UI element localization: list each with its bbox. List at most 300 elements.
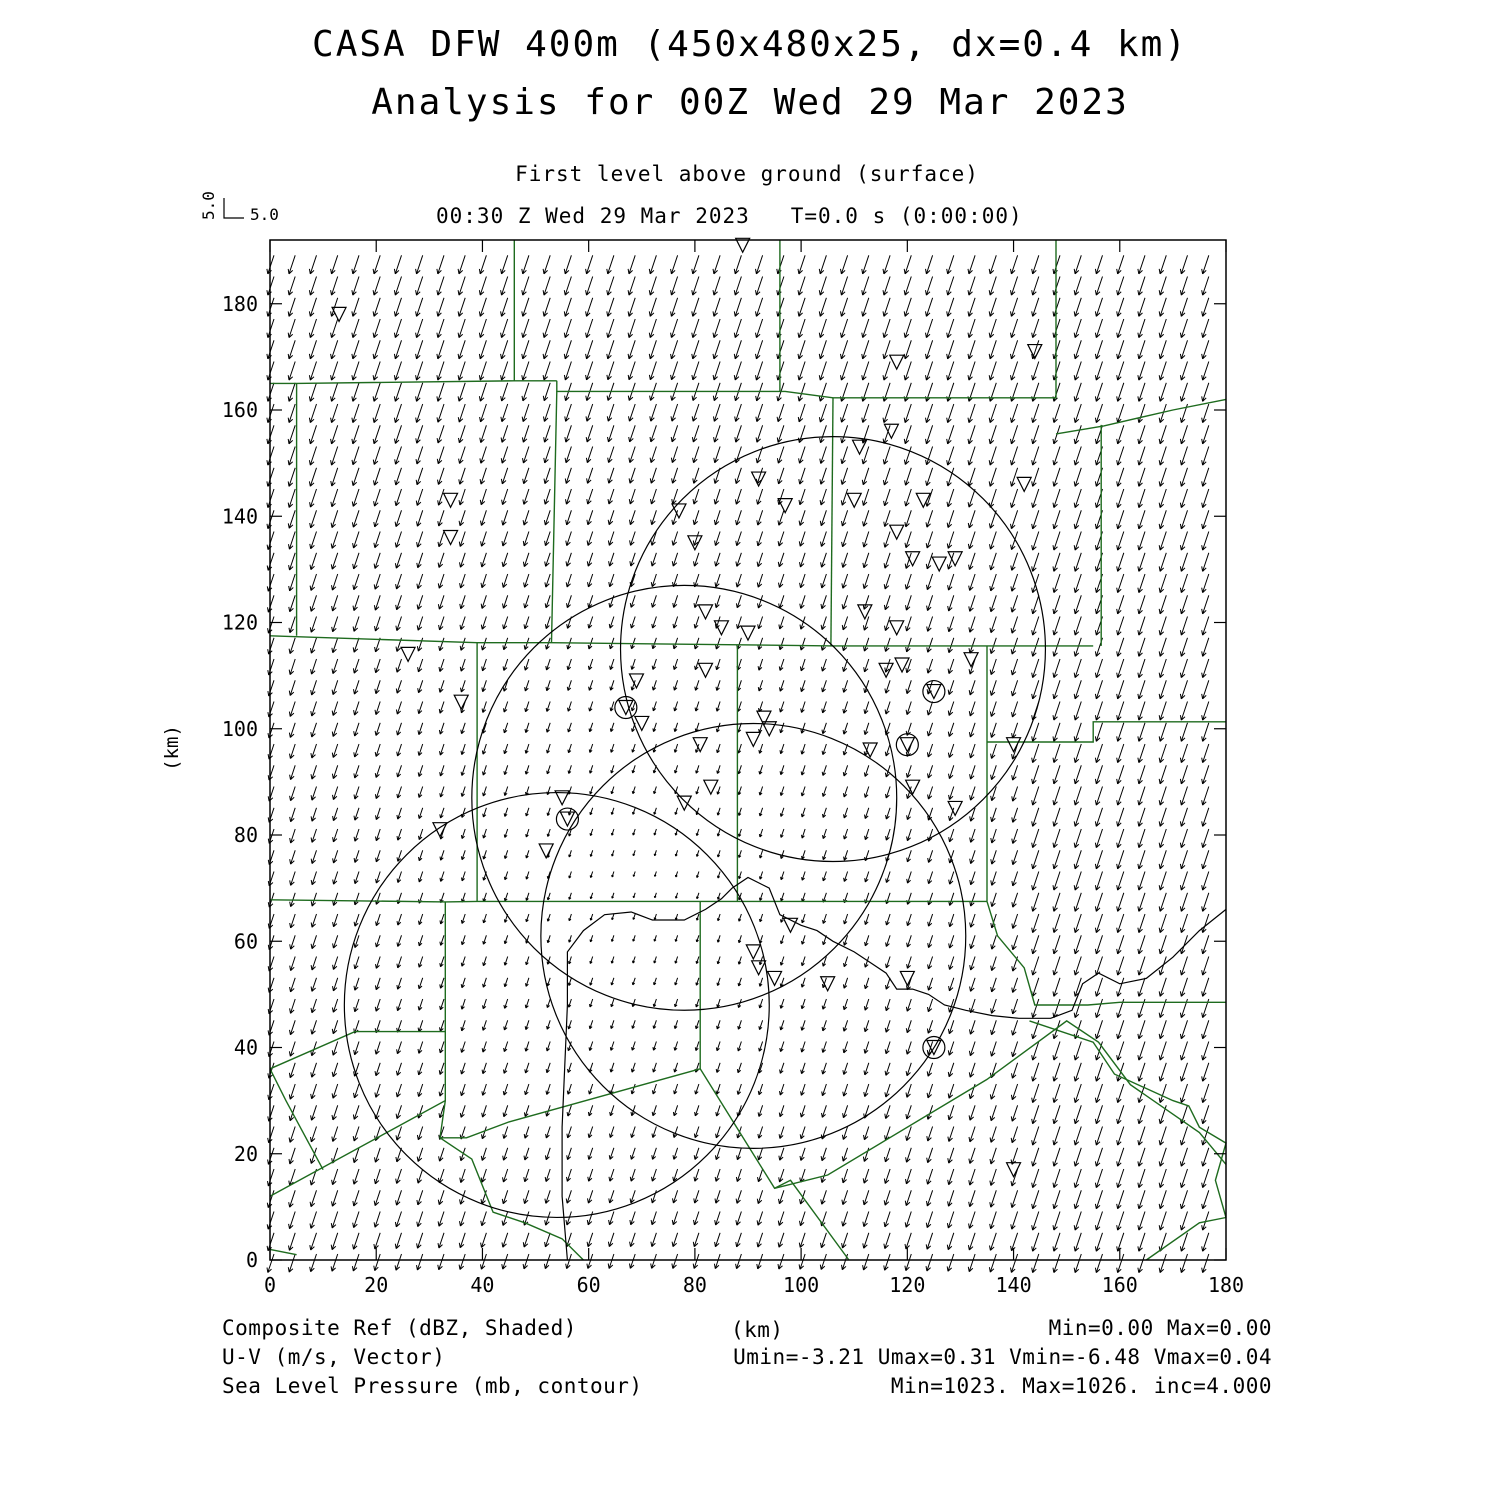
wind-vector: [503, 1105, 508, 1117]
wind-vector: [418, 723, 423, 735]
wind-vector: [693, 1233, 699, 1247]
station-marker: [890, 525, 904, 539]
wind-vector: [395, 1233, 401, 1249]
wind-vector: [885, 617, 891, 631]
wind-vector: [695, 702, 699, 712]
wind-vector: [373, 277, 380, 296]
wind-vector: [1180, 340, 1187, 359]
wind-vector: [504, 1020, 508, 1030]
wind-vector: [990, 1169, 996, 1186]
wind-vector: [713, 277, 720, 296]
wind-vector: [332, 744, 337, 758]
wind-vector: [546, 1042, 550, 1052]
wind-vector: [821, 574, 827, 588]
wind-vector: [738, 829, 741, 837]
wind-vector: [1180, 680, 1187, 699]
wind-vector: [1117, 1105, 1124, 1124]
x-tick-label: 60: [576, 1273, 601, 1297]
wind-vector: [288, 255, 295, 274]
station-marker: [890, 355, 904, 369]
wind-vector: [651, 1190, 656, 1203]
wind-vector: [693, 468, 699, 484]
wind-vector: [906, 1020, 911, 1033]
wind-vector: [1180, 1084, 1187, 1103]
wind-vector: [288, 489, 295, 508]
x-tick-label: 120: [889, 1273, 926, 1297]
wind-vector: [842, 638, 847, 651]
wind-vector: [1053, 787, 1060, 806]
wind-vector: [778, 532, 784, 547]
wind-vector: [460, 638, 465, 651]
wind-vector: [417, 1190, 423, 1205]
wind-vector: [332, 1020, 337, 1034]
wind-vector: [396, 659, 401, 672]
wind-vector: [673, 659, 677, 670]
wind-vector: [439, 680, 444, 692]
wind-vector: [970, 893, 975, 906]
wind-vector: [395, 532, 401, 548]
wind-vector: [1138, 1063, 1145, 1082]
wind-vector: [991, 957, 997, 971]
wind-vector: [649, 298, 656, 317]
wind-vector: [674, 744, 677, 752]
wind-vector: [991, 872, 997, 886]
wind-vector: [695, 659, 699, 670]
wind-vector: [821, 1212, 827, 1227]
wind-vector: [1180, 362, 1187, 381]
wind-vector: [1117, 362, 1124, 381]
wind-vector: [352, 383, 359, 402]
wind-vector: [800, 553, 806, 567]
wind-vector: [546, 702, 550, 712]
wind-vector: [590, 999, 593, 1007]
wind-vector: [504, 1063, 508, 1074]
wind-vector: [970, 872, 975, 885]
station-marker: [672, 504, 686, 518]
wind-vector: [544, 510, 550, 525]
wind-vector: [1180, 1042, 1187, 1061]
wind-vector: [630, 1169, 635, 1181]
wind-vector: [1180, 383, 1187, 402]
wind-vector: [1095, 1233, 1102, 1252]
wind-vector: [1032, 787, 1039, 806]
wind-vector: [1053, 723, 1060, 742]
wind-vector: [373, 404, 380, 423]
wind-vector: [1117, 298, 1124, 317]
wind-vector: [586, 319, 593, 338]
wind-vector: [352, 1254, 359, 1271]
wind-vector: [885, 1042, 890, 1054]
legend-wind: U-V (m/s, Vector): [222, 1345, 446, 1369]
wind-vector: [756, 404, 763, 422]
wind-vector: [1095, 723, 1102, 742]
county-line: [987, 722, 1226, 742]
wind-vector: [716, 723, 720, 732]
wind-vector: [756, 468, 762, 484]
wind-vector: [545, 1212, 551, 1226]
wind-vector: [927, 723, 932, 736]
wind-vector: [628, 277, 635, 296]
wind-vector: [758, 659, 763, 670]
wind-vector: [970, 744, 976, 758]
wind-vector: [1095, 935, 1102, 954]
wind-vector: [713, 362, 720, 381]
wind-vector: [587, 1233, 593, 1247]
wind-vector: [695, 680, 699, 690]
wind-vector: [862, 468, 869, 485]
wind-vector: [1032, 1190, 1039, 1209]
wind-vector: [526, 808, 529, 816]
wind-vector: [989, 489, 996, 508]
wind-vector: [864, 1127, 869, 1140]
wind-vector: [819, 404, 826, 422]
wind-vector: [480, 425, 487, 442]
wind-vector: [969, 1063, 975, 1078]
wind-vector: [717, 765, 720, 773]
wind-vector: [651, 1212, 656, 1225]
wind-vector: [738, 978, 741, 986]
wind-vector: [460, 659, 465, 671]
wind-vector: [396, 1169, 402, 1184]
wind-vector: [716, 1042, 720, 1051]
wind-vector: [543, 340, 550, 359]
wind-vector: [1011, 383, 1018, 402]
wind-vector: [1138, 872, 1145, 891]
wind-vector: [1095, 404, 1102, 423]
wind-vector: [906, 1063, 911, 1076]
county-line: [440, 901, 700, 1137]
wind-vector: [801, 723, 805, 734]
wind-vector: [419, 935, 423, 946]
wind-vector: [373, 255, 380, 274]
pressure-range: Min=1023. Max=1026. inc=4.000: [890, 1374, 1272, 1398]
wind-vector: [841, 277, 848, 296]
wind-vector: [354, 702, 359, 716]
wind-vector: [1032, 659, 1039, 678]
wind-vector: [758, 617, 763, 629]
wind-vector: [653, 1020, 656, 1028]
wind-vector: [781, 872, 784, 880]
wind-vector: [290, 935, 296, 949]
wind-vector: [906, 1084, 911, 1097]
wind-vector: [501, 362, 508, 381]
wind-vector: [353, 617, 359, 632]
wind-vector: [715, 595, 720, 607]
wind-vector: [1180, 787, 1187, 806]
wind-vector: [568, 702, 572, 712]
wind-vector: [1159, 914, 1166, 933]
wind-vector: [674, 680, 678, 690]
wind-vector: [416, 277, 423, 296]
wind-vector: [758, 1148, 763, 1160]
wind-vector: [546, 1084, 550, 1095]
wind-vector: [969, 702, 975, 717]
wind-vector: [1202, 362, 1209, 381]
wind-vector: [524, 1190, 529, 1203]
wind-vector: [779, 1148, 784, 1161]
wind-vector: [632, 999, 635, 1007]
wind-vector: [1053, 1169, 1060, 1188]
wind-vector: [310, 1190, 316, 1206]
wind-vector: [1032, 532, 1039, 551]
wind-vector: [820, 468, 826, 485]
wind-vector: [1138, 595, 1145, 614]
wind-vector: [503, 659, 508, 671]
wind-vector: [288, 1254, 295, 1272]
wind-vector: [566, 553, 571, 567]
wind-vector: [501, 277, 508, 296]
wind-vector: [674, 702, 678, 712]
wind-vector: [481, 553, 487, 567]
wind-vector: [1053, 808, 1060, 827]
wind-vector: [309, 447, 316, 466]
wind-vector: [311, 957, 316, 971]
wind-vector: [673, 1127, 677, 1138]
wind-vector: [629, 425, 636, 442]
wind-vector: [394, 404, 401, 423]
wind-vector: [589, 744, 592, 753]
wind-vector: [718, 872, 721, 879]
wind-vector: [525, 1020, 529, 1029]
wind-vector: [588, 595, 593, 607]
wind-vector: [1138, 617, 1145, 636]
wind-vector: [1117, 595, 1124, 614]
wind-vector: [1117, 872, 1124, 891]
wind-vector: [1011, 255, 1018, 274]
wind-vector: [502, 510, 508, 525]
wind-vector: [461, 1084, 466, 1096]
wind-vector: [1202, 978, 1209, 997]
wind-vector: [969, 1042, 975, 1056]
wind-vector: [354, 978, 359, 991]
wind-vector: [948, 744, 953, 758]
wind-vector: [1117, 1127, 1124, 1146]
wind-vector: [671, 340, 678, 359]
wind-vector: [757, 553, 763, 567]
wind-vector: [1117, 553, 1124, 572]
wind-vector: [376, 872, 381, 884]
wind-vector: [439, 1042, 444, 1053]
wind-vector: [1159, 468, 1166, 487]
wind-vector: [311, 744, 317, 758]
wind-vector: [1117, 978, 1124, 997]
wind-vector: [1011, 510, 1018, 528]
wind-vector: [949, 935, 954, 948]
wind-vector: [990, 659, 996, 675]
wind-vector: [545, 1190, 550, 1203]
wind-vector: [927, 1063, 932, 1077]
wind-vector: [991, 744, 997, 759]
wind-vector: [1202, 744, 1209, 763]
wind-vector: [927, 1148, 933, 1163]
wind-vector: [801, 978, 805, 988]
wind-vector: [289, 659, 295, 675]
wind-vector: [863, 574, 869, 589]
wind-vector: [883, 255, 890, 274]
wind-vector: [633, 914, 635, 920]
wind-vector: [460, 1105, 465, 1117]
wind-vector: [332, 574, 338, 590]
wind-vector: [757, 574, 762, 587]
wind-vector: [843, 1105, 848, 1118]
wind-vector: [310, 510, 317, 528]
wind-vector: [904, 425, 911, 444]
wind-vector: [630, 532, 636, 546]
wind-vector: [843, 999, 847, 1010]
wind-vector: [1011, 1084, 1017, 1100]
wind-vector: [737, 1063, 741, 1073]
wind-vector: [671, 404, 678, 421]
wind-vector: [565, 404, 572, 421]
wind-vector: [564, 340, 571, 359]
wind-vector: [695, 1105, 699, 1116]
wind-vector: [801, 957, 805, 966]
wind-vector: [587, 468, 593, 484]
shoreline-contour: [562, 878, 1226, 1261]
wind-vector: [1095, 298, 1102, 317]
wind-vector: [395, 489, 402, 506]
wind-vector: [1202, 787, 1209, 806]
wind-vector: [461, 1042, 465, 1053]
wind-vector: [1138, 447, 1145, 466]
wind-vector: [672, 1254, 678, 1269]
wind-vector: [289, 595, 295, 612]
wind-vector: [1180, 489, 1187, 508]
wind-vector: [906, 1105, 911, 1119]
wind-vector: [354, 787, 359, 800]
wind-vector: [777, 447, 784, 464]
wind-vector: [309, 298, 316, 317]
wind-vector: [1159, 362, 1166, 381]
wind-vector: [440, 808, 444, 818]
wind-vector: [1074, 510, 1081, 529]
wind-vector: [991, 893, 997, 907]
wind-vector: [612, 850, 614, 856]
wind-vector: [418, 1020, 423, 1032]
wind-vector: [526, 872, 529, 880]
wind-vector: [289, 1148, 295, 1164]
wind-vector: [886, 957, 891, 968]
wind-vector: [821, 595, 826, 609]
wind-vector: [633, 935, 636, 941]
wind-vector: [675, 893, 677, 899]
wind-vector: [461, 1020, 465, 1031]
wind-vector: [716, 1127, 721, 1138]
wind-vector: [353, 1212, 359, 1228]
wind-vector: [863, 1233, 869, 1249]
wind-vector: [1053, 957, 1060, 976]
wind-vector: [672, 1233, 678, 1247]
wind-vector: [504, 872, 507, 880]
county-line: [270, 902, 445, 1069]
wind-vector: [268, 659, 274, 675]
wind-vector: [970, 850, 975, 863]
wind-vector: [969, 595, 975, 611]
wind-vector: [990, 1190, 997, 1207]
wind-vector: [1011, 617, 1018, 634]
wind-vector: [459, 510, 465, 526]
wind-vector: [1032, 595, 1039, 614]
wind-vector: [1074, 425, 1081, 444]
wind-vector: [1180, 829, 1187, 848]
wind-vector: [609, 574, 614, 587]
wind-vector: [819, 383, 826, 402]
wind-vector: [458, 383, 465, 402]
wind-vector: [461, 978, 465, 988]
wind-vector: [1095, 1105, 1102, 1124]
wind-vector: [1074, 765, 1081, 784]
wind-vector: [927, 1127, 933, 1142]
wind-vector: [543, 255, 550, 274]
wind-vector: [822, 1020, 826, 1031]
wind-vector: [396, 617, 402, 631]
wind-vector: [798, 298, 805, 317]
wind-vector: [504, 1042, 508, 1052]
wind-vector: [1074, 574, 1081, 593]
x-tick-label: 40: [470, 1273, 495, 1297]
wind-vector: [375, 787, 380, 799]
wind-vector: [907, 935, 912, 947]
wind-vector: [1202, 1233, 1209, 1252]
wind-vector: [612, 872, 614, 878]
wind-vector: [461, 957, 465, 967]
wind-vector: [991, 829, 997, 843]
wind-vector: [652, 1084, 656, 1094]
wind-vector: [674, 723, 678, 732]
wind-vector: [883, 447, 890, 465]
wind-vector: [1202, 1105, 1209, 1124]
wind-vector: [1074, 404, 1081, 423]
wind-vector: [1095, 1212, 1102, 1231]
wind-vector: [268, 935, 274, 950]
wind-vector: [589, 1042, 593, 1051]
wind-vector: [1095, 957, 1102, 976]
wind-vector: [948, 702, 954, 716]
wind-vector: [1032, 340, 1039, 359]
wind-vector: [949, 787, 954, 800]
wind-vector: [331, 510, 338, 527]
wind-vector: [1159, 680, 1166, 699]
wind-vector: [928, 850, 933, 862]
wind-vector: [545, 553, 551, 567]
wind-vector: [990, 680, 996, 695]
wind-vector: [694, 617, 699, 629]
wind-vector: [417, 1169, 423, 1183]
wind-vector: [1180, 978, 1187, 997]
wind-vector: [760, 914, 763, 922]
wind-vector: [438, 595, 444, 609]
x-tick-label: 0: [263, 1273, 277, 1297]
county-line: [557, 240, 1056, 398]
wind-vector: [653, 1042, 657, 1051]
wind-vector: [654, 978, 657, 985]
wind-vector: [567, 659, 571, 670]
wind-vector: [311, 850, 316, 863]
station-marker: [890, 621, 904, 635]
wind-vector: [884, 1212, 890, 1227]
wind-vector: [862, 362, 869, 381]
station-marker: [895, 658, 909, 672]
wind-vector: [968, 425, 975, 444]
wind-vector: [567, 1084, 571, 1094]
wind-vector: [675, 914, 677, 920]
wind-vector: [1117, 277, 1124, 296]
wind-vector: [968, 447, 975, 466]
wind-vector: [713, 255, 720, 274]
wind-vector: [1095, 893, 1102, 912]
wind-vector: [480, 404, 487, 422]
wind-vector: [716, 1063, 720, 1073]
